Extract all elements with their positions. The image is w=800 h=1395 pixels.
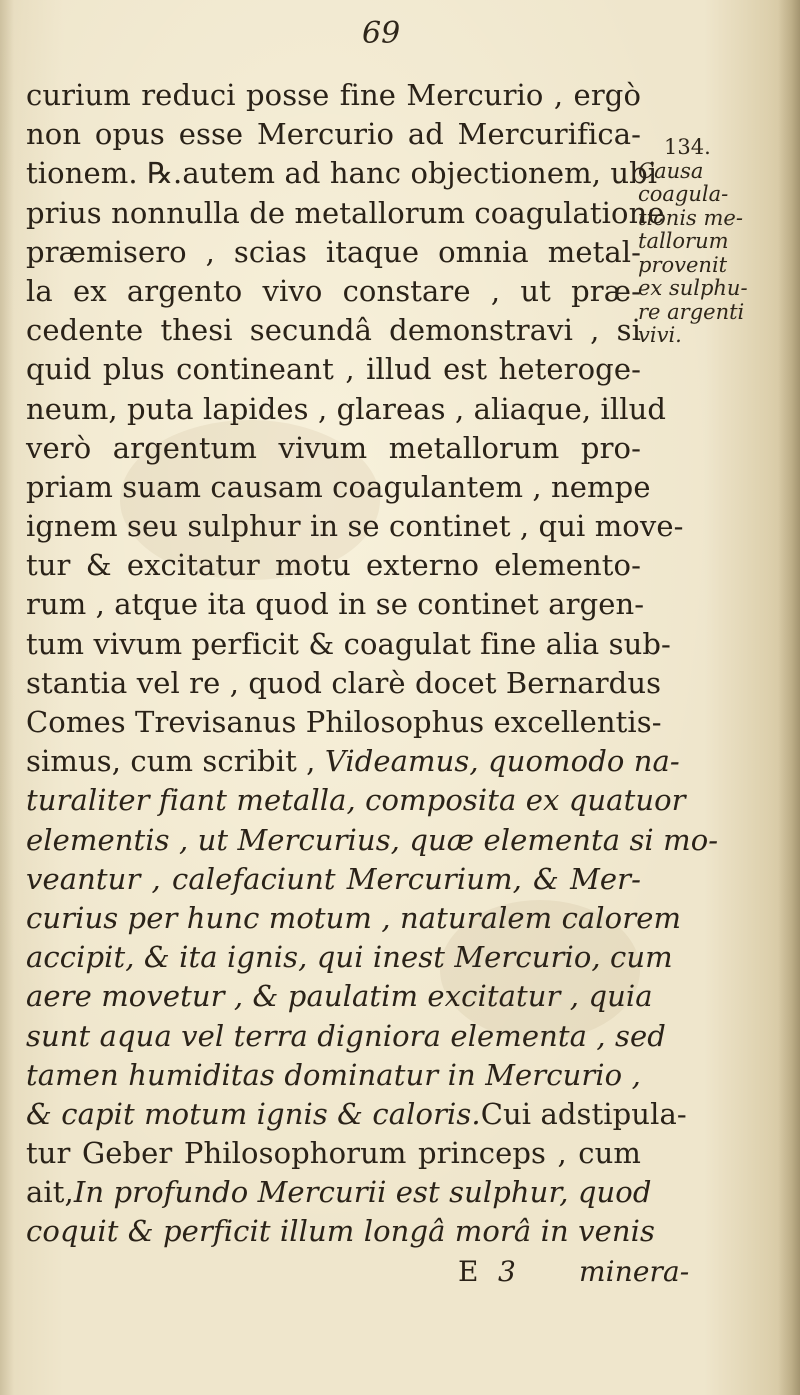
text-line-italic: coquit & perficit illum longâ morâ in venis (26, 1214, 655, 1249)
margin-note-line: coagula- (638, 182, 729, 206)
signature-number: 3 (498, 1254, 516, 1288)
margin-note-line: Causa (638, 158, 704, 183)
margin-note-line: tionis me- (638, 205, 743, 230)
text-line-italic: curius per hunc motum , naturalem calorem (26, 900, 682, 935)
page-left-edge (0, 0, 14, 1395)
text-line: cedente thesi secundâ demonstravi , si (26, 313, 641, 348)
text-line: verò argentum vivum metallorum pro- (26, 430, 641, 465)
text-roman: Cui adstipula- (480, 1096, 687, 1131)
text-roman: simus, cum scribit , (26, 744, 325, 779)
text-line (26, 1173, 652, 1212)
text-line: Comes Trevisanus Philosophus excellentis- (26, 705, 662, 739)
text-line: non opus esse Mercurio ad Mercurifica- (26, 117, 641, 152)
margin-note-line: ex sulphu- (638, 276, 748, 300)
text-line: tum vivum perficit & coagulat fine alia sub- (26, 626, 671, 661)
text-line: la ex argento vivo constare , ut præ- (26, 273, 641, 308)
text-line-italic: aere movetur , & paulatim excitatur , quia (26, 979, 653, 1014)
text-line-italic: sunt aqua vel terra digniora elementa , sed (26, 1018, 666, 1053)
text-line: tur Geber Philosophorum princeps , cum (26, 1136, 641, 1171)
text-line: priam suam causam coagulantem , nempe (26, 469, 651, 504)
margin-note-line: tallorum (638, 229, 729, 253)
text-line-italic: tamen humiditas dominatur in Mercurio , (26, 1057, 641, 1092)
text-line-italic: turaliter fiant metalla, composita ex quatuor (26, 783, 686, 818)
text-line-italic: veantur , calefaciunt Mercurium, & Mer- (26, 861, 641, 896)
margin-note-line: provenit (638, 252, 728, 277)
page-number: 69 (362, 16, 401, 51)
text-line: rum , atque ita quod in se continet argen- (26, 587, 645, 622)
margin-note-line: vivi. (638, 323, 682, 347)
text-roman: ait, (26, 1175, 74, 1210)
text-line: quid plus contineant , illud est heteroge- (26, 352, 641, 387)
text-line: curium reduci posse fine Mercurio , ergò (26, 78, 641, 112)
text-italic: In profundo Mercurii est sulphur, quod (73, 1175, 652, 1210)
text-line: stantia vel re , quod clarè docet Bernardus (26, 665, 662, 700)
catchline (26, 1252, 690, 1291)
text-line-italic: accipit, & ita ignis, qui inest Mercurio, cum (26, 940, 673, 975)
text-line: neum, puta lapides , glareas , aliaque, illud (26, 391, 667, 426)
text-line: prius nonnulla de metallorum coagulatione (26, 195, 665, 230)
page-right-edge (778, 0, 800, 1395)
margin-note (638, 136, 758, 348)
text-italic: Videamus, quomodo na- (324, 744, 680, 779)
text-line (26, 742, 680, 781)
text-line: tionem. ℞.autem ad hanc objectionem, ubi (26, 156, 658, 191)
margin-note-number: 134. (664, 135, 711, 159)
signature-mark: E (458, 1254, 479, 1288)
catchword: minera- (579, 1254, 690, 1288)
text-line: præmisero , scias itaque omnia metal- (26, 234, 641, 269)
text-italic: & capit motum ignis & caloris. (26, 1096, 481, 1131)
text-line: tur & excitatur motu externo elemento- (26, 548, 641, 583)
margin-note-line: re argenti (638, 299, 745, 324)
text-line (26, 1095, 687, 1134)
text-line: ignem seu sulphur in se continet , qui move- (26, 509, 684, 544)
text-line-italic: elementis , ut Mercurius, quæ elementa si mo- (26, 822, 719, 857)
